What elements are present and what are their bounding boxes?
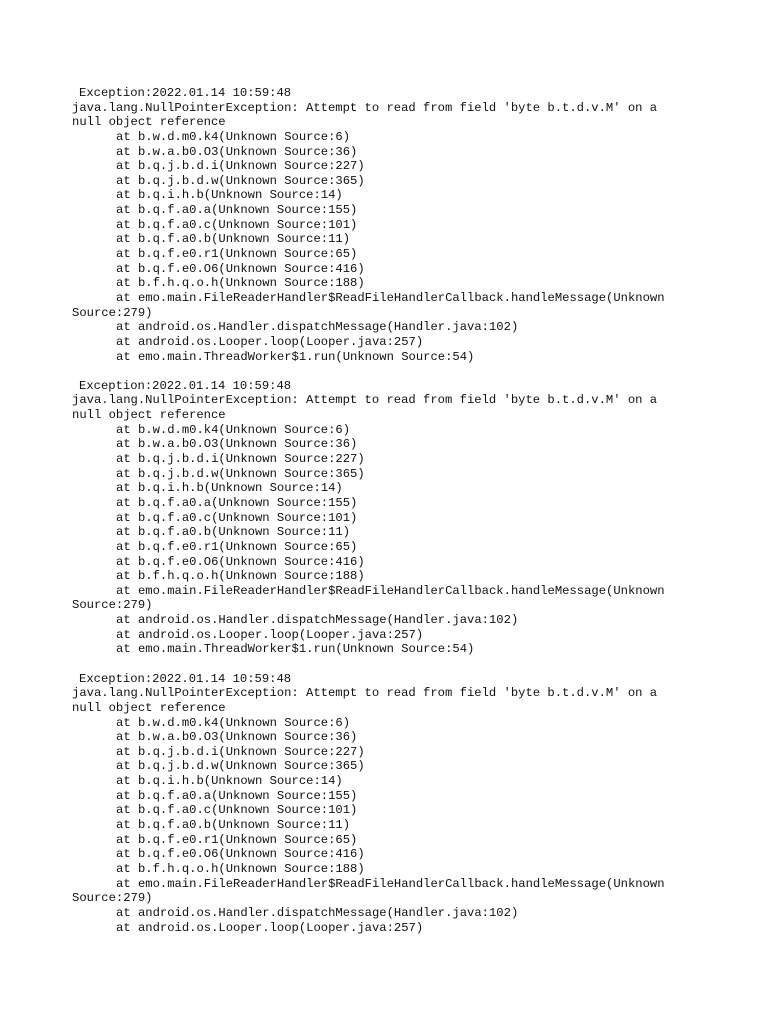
stack-frame: at b.w.d.m0.k4(Unknown Source:6) [116,422,351,437]
stack-frame: at b.q.f.e0.r1(Unknown Source:65) [116,539,358,554]
stack-frame: at android.os.Looper.loop(Looper.java:257) [116,920,424,935]
exception-header: Exception:2022.01.14 10:59:48 [79,86,292,100]
stack-frame-wrap: Source:279) [72,891,153,906]
stack-frame: at b.q.j.b.d.w(Unknown Source:365) [116,173,365,188]
stack-frame: at android.os.Looper.loop(Looper.java:257) [116,627,424,642]
exception-log [72,86,712,935]
stack-frame: at b.f.h.q.o.h(Unknown Source:188) [116,569,365,584]
stack-frame: at b.w.a.b0.O3(Unknown Source:36) [116,437,358,452]
exception-entry [72,379,712,657]
stack-frame: at android.os.Handler.dispatchMessage(Handler.java:102) [116,613,519,628]
stack-frame: at b.q.f.e0.r1(Unknown Source:65) [116,247,358,262]
stack-frame: at b.f.h.q.o.h(Unknown Source:188) [116,276,365,291]
stack-frame: at b.q.f.a0.b(Unknown Source:11) [116,232,351,247]
stack-frame: at b.q.i.h.b(Unknown Source:14) [116,188,343,203]
stack-frame-wrap: Source:279) [72,598,153,613]
stack-frame: at android.os.Handler.dispatchMessage(Handler.java:102) [116,905,519,920]
exception-message-continued: null object reference [72,115,226,130]
stack-frame: at b.q.f.a0.a(Unknown Source:155) [116,788,358,803]
stack-frame: at emo.main.FileReaderHandler$ReadFileHandlerCallback.handleMessage(Unknown [116,876,665,891]
stack-frame-wrap: Source:279) [72,305,153,320]
stack-frame: at b.q.f.e0.O6(Unknown Source:416) [116,554,365,569]
stack-frame: at b.q.i.h.b(Unknown Source:14) [116,481,343,496]
stack-frame: at emo.main.FileReaderHandler$ReadFileHandlerCallback.handleMessage(Unknown [116,290,665,305]
stack-frame: at b.f.h.q.o.h(Unknown Source:188) [116,861,365,876]
stack-frame: at b.w.a.b0.O3(Unknown Source:36) [116,144,358,159]
stack-frame: at b.q.f.a0.b(Unknown Source:11) [116,525,351,540]
stack-frame: at b.q.f.e0.O6(Unknown Source:416) [116,847,365,862]
stack-frame: at b.q.f.a0.c(Unknown Source:101) [116,803,358,818]
exception-entry [72,86,712,364]
exception-message: java.lang.NullPointerException: Attempt to read from field 'byte b.t.d.v.M' on a [72,393,658,408]
exception-message: java.lang.NullPointerException: Attempt to read from field 'byte b.t.d.v.M' on a [72,686,658,701]
stack-frame: at b.q.i.h.b(Unknown Source:14) [116,774,343,789]
exception-entry [72,672,712,936]
stack-frame: at b.q.j.b.d.i(Unknown Source:227) [116,452,365,467]
stack-frame: at b.q.j.b.d.i(Unknown Source:227) [116,744,365,759]
stack-frame: at android.os.Looper.loop(Looper.java:257) [116,334,424,349]
exception-message-continued: null object reference [72,700,226,715]
stack-frame: at b.q.f.a0.a(Unknown Source:155) [116,495,358,510]
stack-frame: at emo.main.FileReaderHandler$ReadFileHandlerCallback.handleMessage(Unknown [116,583,665,598]
exception-message-continued: null object reference [72,408,226,423]
stack-frame: at b.q.f.a0.b(Unknown Source:11) [116,818,351,833]
stack-frame: at b.q.j.b.d.w(Unknown Source:365) [116,759,365,774]
stack-frame: at emo.main.ThreadWorker$1.run(Unknown Source:54) [116,642,475,657]
stack-frame: at b.q.f.a0.a(Unknown Source:155) [116,203,358,218]
stack-frame: at b.q.f.e0.r1(Unknown Source:65) [116,832,358,847]
stack-frame: at b.q.f.a0.c(Unknown Source:101) [116,217,358,232]
stack-frame: at b.q.f.e0.O6(Unknown Source:416) [116,261,365,276]
stack-frame: at b.q.j.b.d.w(Unknown Source:365) [116,466,365,481]
stack-frame: at b.w.d.m0.k4(Unknown Source:6) [116,129,351,144]
stack-frame: at b.w.d.m0.k4(Unknown Source:6) [116,715,351,730]
exception-header: Exception:2022.01.14 10:59:48 [79,671,292,686]
stack-frame: at android.os.Handler.dispatchMessage(Handler.java:102) [116,320,519,335]
stack-frame: at b.q.f.a0.c(Unknown Source:101) [116,510,358,525]
exception-header: Exception:2022.01.14 10:59:48 [79,378,292,393]
stack-frame: at b.w.a.b0.O3(Unknown Source:36) [116,730,358,745]
stack-frame: at emo.main.ThreadWorker$1.run(Unknown Source:54) [116,349,475,364]
stack-frame: at b.q.j.b.d.i(Unknown Source:227) [116,159,365,174]
exception-message: java.lang.NullPointerException: Attempt to read from field 'byte b.t.d.v.M' on a [72,100,658,115]
